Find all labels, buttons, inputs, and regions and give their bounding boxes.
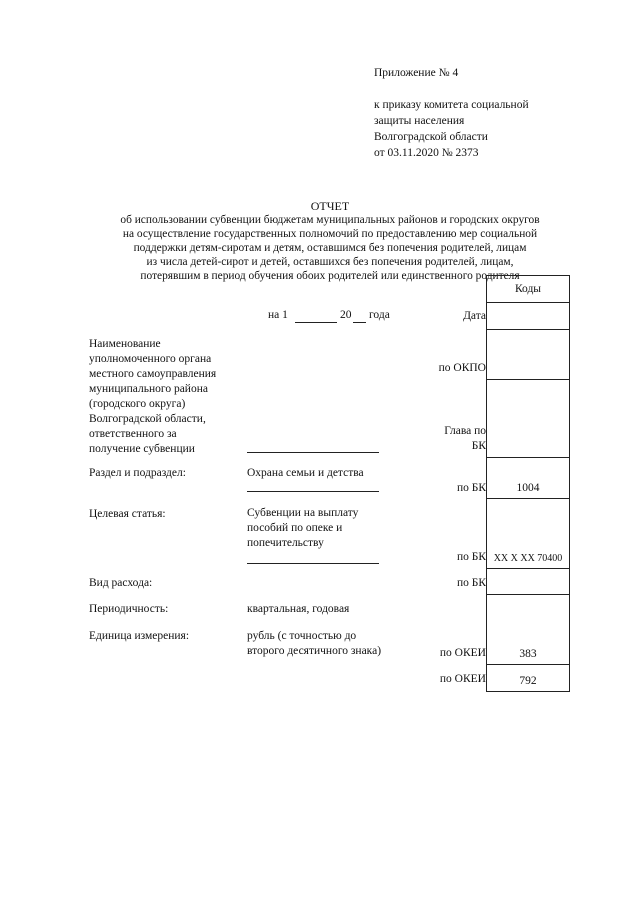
glava-bk-code-cell[interactable]	[486, 379, 570, 458]
celevaya-code-cell[interactable]	[486, 498, 570, 569]
org-label-line-8: получение субвенции	[89, 443, 195, 455]
celevaya-label: Целевая статья:	[89, 508, 166, 520]
org-name-line[interactable]	[247, 452, 379, 453]
vid-code-cell[interactable]	[486, 568, 570, 595]
razdel-value: Охрана семьи и детства	[247, 467, 364, 479]
org-label-line-3: местного самоуправления	[89, 368, 217, 380]
order-line-3: Волгоградской области	[374, 131, 488, 143]
date-code-cell[interactable]	[486, 302, 570, 330]
org-label-line-7: ответственного за	[89, 428, 177, 440]
report-title-line-3: поддержки детям-сиротам и детям, оставшимся без попечения родителей, лицам	[133, 242, 527, 254]
date-suffix: года	[369, 309, 390, 321]
okpo-label: по ОКПО	[438, 362, 486, 374]
report-heading: ОТЧЕТ	[310, 199, 350, 213]
razdel-line	[247, 491, 379, 492]
okei2-label: по ОКЕИ	[439, 673, 486, 685]
okpo-code-cell[interactable]	[486, 329, 570, 380]
vid-label: Вид расхода:	[89, 577, 153, 589]
date-label: Дата	[463, 310, 486, 322]
order-line-1: к приказу комитета социальной	[374, 99, 529, 111]
okei2-code-cell[interactable]	[486, 664, 570, 692]
org-label-line-4: муниципального района	[89, 383, 208, 395]
org-label-line-5: (городского округа)	[89, 398, 186, 410]
celevaya-code-value: ХХ Х ХХ 70400	[493, 553, 563, 564]
vid-code-label: по БК	[456, 577, 486, 589]
okei2-code-value: 792	[519, 675, 537, 687]
org-label-line-6: Волгоградской области,	[89, 413, 206, 425]
celevaya-value-line-3: попечительству	[247, 537, 324, 549]
celevaya-code-label: по БК	[456, 551, 486, 563]
codes-header-cell	[486, 275, 570, 303]
celevaya-value-line-1: Субвенции на выплату	[247, 507, 359, 519]
org-label-line-1: Наименование	[89, 338, 161, 350]
report-title-line-2: на осуществление государственных полномочий по предоставлению мер социальной	[122, 228, 538, 240]
razdel-label: Раздел и подраздел:	[89, 467, 186, 479]
period-label: Периодичность:	[89, 603, 169, 615]
date-year-line[interactable]	[353, 322, 366, 323]
unit-value-line-1: рубль (с точностью до	[247, 630, 357, 642]
appendix-number: Приложение № 4	[374, 67, 459, 79]
codes-header: Коды	[514, 283, 542, 295]
celevaya-value-line-2: пособий по опеке и	[247, 522, 343, 534]
date-year-prefix: 20	[340, 309, 352, 321]
glava-label-2: БК	[471, 440, 486, 452]
order-line-2: защиты населения	[374, 115, 465, 127]
unit-value-line-2: второго десятичного знака)	[247, 645, 382, 657]
okei1-code-value: 383	[519, 648, 537, 660]
okei1-code-cell[interactable]	[486, 594, 570, 665]
okei1-label: по ОКЕИ	[439, 647, 486, 659]
razdel-code-cell[interactable]	[486, 457, 570, 499]
glava-label-1: Глава по	[444, 425, 486, 437]
celevaya-line	[247, 563, 379, 564]
razdel-code-value: 1004	[516, 482, 540, 494]
org-label-line-2: уполномоченного органа	[89, 353, 212, 365]
date-prefix: на 1	[268, 309, 288, 321]
report-title-line-1: об использовании субвенции бюджетам муниципальных районов и городских округов	[120, 214, 540, 226]
order-line-4: от 03.11.2020 № 2373	[374, 147, 479, 159]
report-title-line-4: из числа детей-сирот и детей, оставшихся без попечения родителей, лицам,	[146, 256, 514, 268]
unit-label: Единица измерения:	[89, 630, 190, 642]
report-title-line-5: потерявшим в период обучения обоих родителей или единственного родителя	[140, 270, 520, 282]
date-day-month-line[interactable]	[295, 322, 337, 323]
razdel-code-label: по БК	[456, 482, 486, 494]
period-value: квартальная, годовая	[247, 603, 350, 615]
